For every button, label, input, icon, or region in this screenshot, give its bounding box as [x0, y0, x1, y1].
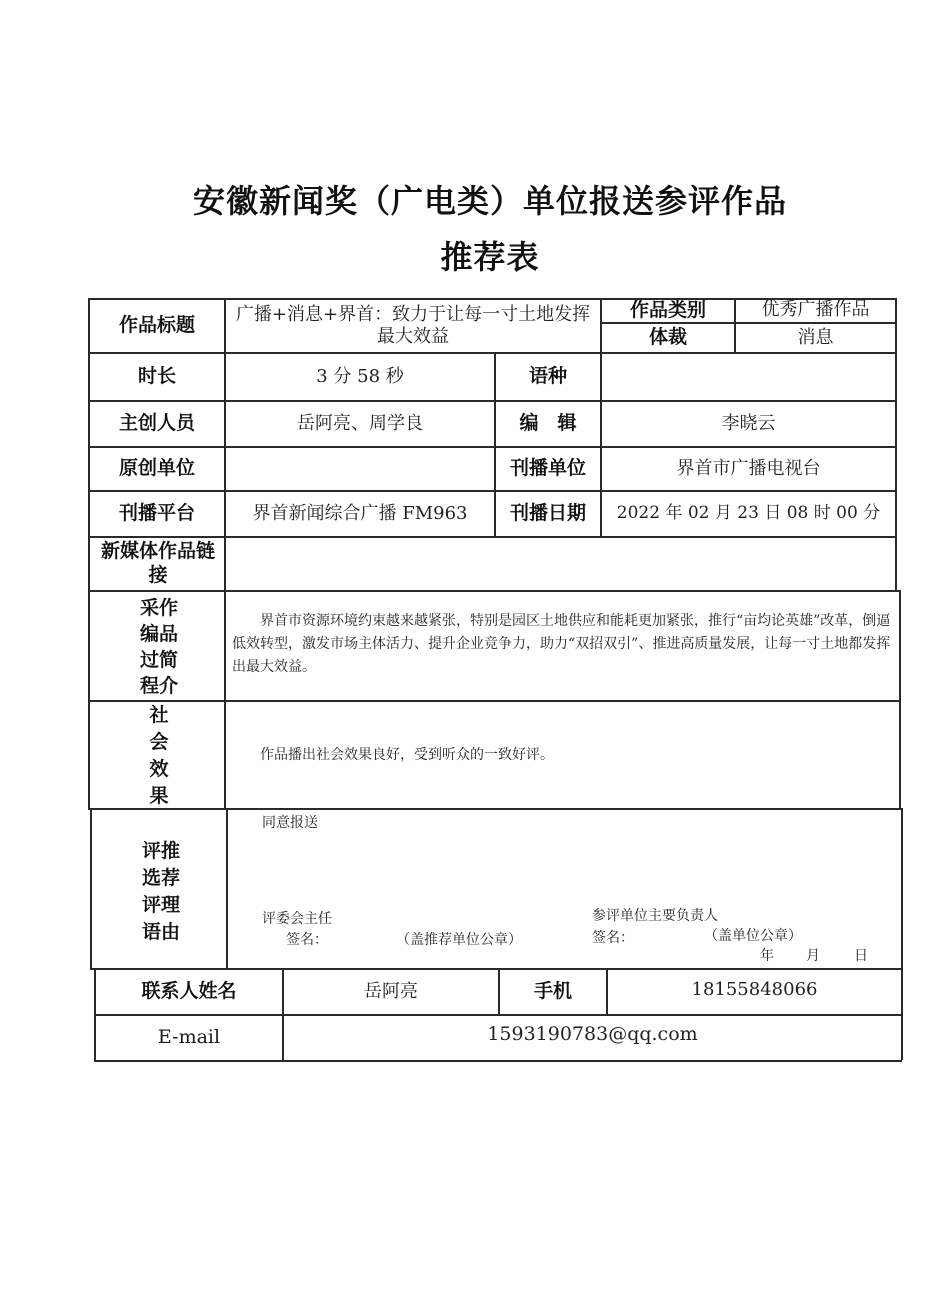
creators-value: 岳阿亮、周学良 — [297, 412, 423, 434]
language-label: 语种 — [528, 365, 567, 388]
review-head-signature: 签名： — [592, 930, 634, 946]
new-media-link-value — [226, 538, 896, 590]
review-agree-text: 同意报送 — [262, 815, 318, 831]
review-chair-signature: 签名： — [286, 932, 328, 948]
social-effect-text: 作品播出社会效果良好，受到听众的一致好评。 — [260, 747, 554, 763]
editor-value: 李晓云 — [721, 412, 776, 434]
platform-label: 刊播平台 — [118, 502, 195, 525]
origin-unit-label: 原创单位 — [118, 457, 195, 480]
creators-label: 主创人员 — [118, 412, 195, 435]
contact-name-value: 岳阿亮 — [364, 980, 418, 1002]
genre-value: 消息 — [797, 326, 834, 348]
publish-unit-value: 界首市广播电视台 — [676, 457, 821, 479]
duration-value: 3 分 58 秒 — [316, 365, 404, 387]
review-day: 日 — [854, 948, 868, 964]
work-title-value: 广播+消息+界首：致力于让每一寸土地发挥最大效益 — [235, 303, 591, 347]
publish-date-label: 刊播日期 — [509, 502, 586, 525]
origin-unit-value — [226, 448, 494, 490]
platform-value: 界首新闻综合广播 FM963 — [252, 502, 468, 524]
work-title-label: 作品标题 — [118, 314, 195, 337]
email-label: E-mail — [157, 1026, 221, 1049]
process-label: 采作编品过简程介 — [139, 597, 178, 697]
genre-label: 体裁 — [648, 326, 687, 349]
publish-date-value: 2022 年 02 月 23 日 08 时 00 分 — [616, 503, 881, 524]
mobile-label: 手机 — [533, 980, 572, 1003]
review-chair-seal: （盖推荐单位公章） — [396, 932, 522, 948]
document-title: 安徽新闻奖（广电类）单位报送参评作品 — [192, 182, 787, 220]
document-subtitle: 推荐表 — [440, 238, 540, 276]
contact-name-label: 联系人姓名 — [141, 980, 237, 1003]
category-value: 优秀广播作品 — [761, 299, 870, 321]
review-head-seal: （盖单位公章） — [704, 928, 802, 944]
review-head-title: 参评单位主要负责人 — [592, 908, 718, 924]
editor-label: 编 辑 — [519, 412, 577, 435]
mobile-value: 18155848066 — [691, 978, 818, 1000]
review-year: 年 — [760, 948, 774, 964]
language-value — [602, 354, 895, 400]
review-chair-title: 评委会主任 — [262, 911, 332, 927]
publish-unit-label: 刊播单位 — [509, 457, 586, 480]
review-label: 评推选荐评理语由 — [141, 840, 180, 943]
process-text: 界首市资源环境约束越来越紧张，特别是园区土地供应和能耗更加紧张，推行“亩均论英雄”改革，倒逼低效转型，激发市场主体活力、提升企业竞争力，助力“双招双引”、推进高质量发展，让每一寸土地都发挥出最大效益。 — [232, 613, 891, 675]
duration-label: 时长 — [137, 365, 176, 388]
review-month: 月 — [806, 948, 820, 964]
social-effect-label: 社会效果 — [149, 704, 169, 807]
new-media-link-label: 新媒体作品链接 — [100, 540, 215, 586]
email-value: 1593190783@qq.com — [487, 1023, 698, 1046]
category-label: 作品类别 — [629, 298, 706, 321]
